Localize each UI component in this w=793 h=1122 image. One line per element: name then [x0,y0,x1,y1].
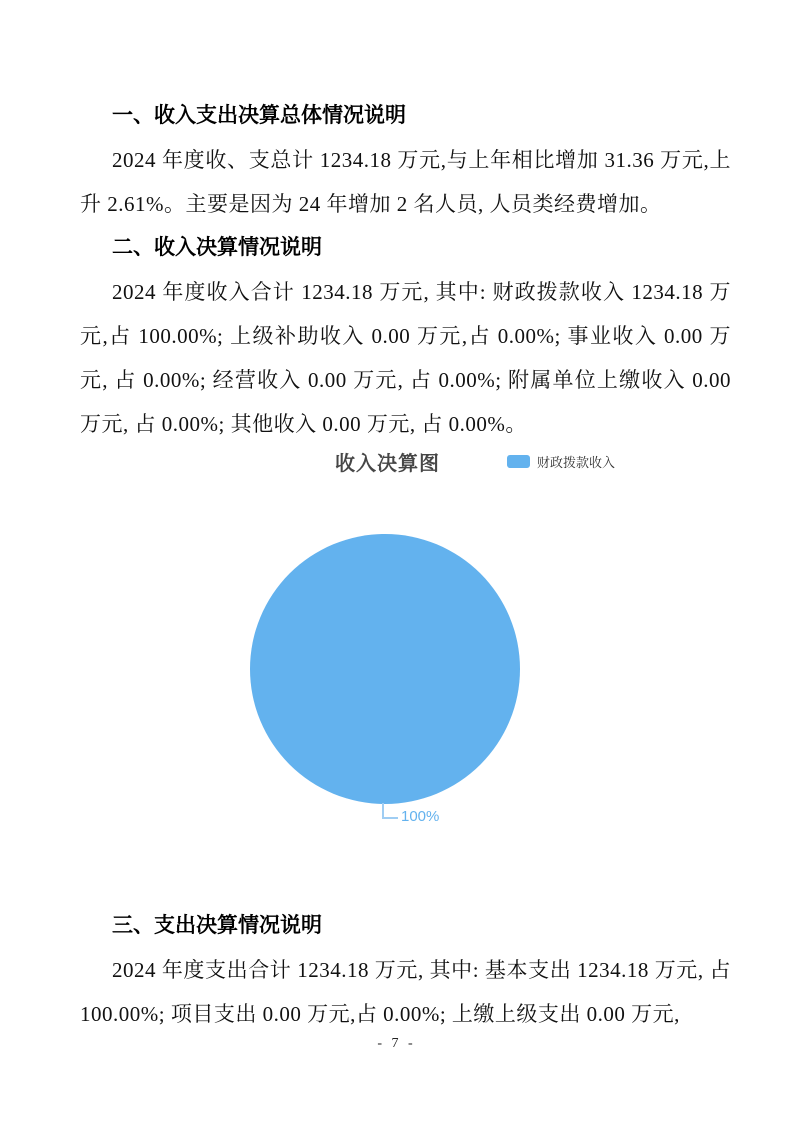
pie-percent-label: 100% [401,808,440,825]
document-content [80,94,731,1036]
section-heading-overall: 一、收入支出决算总体情况说明 [112,104,406,127]
legend-swatch-icon [507,455,530,468]
pie-slice-fiscal-allocation [250,534,520,804]
section-paragraph-expenditure: 2024 年度支出合计 1234.18 万元, 其中: 基本支出 1234.18 万元, 占 100.00%; 项目支出 0.00 万元,占 0.00%; 上缴上级支出 0.00 万元, [80,958,731,1026]
section-paragraph-income: 2024 年度收入合计 1234.18 万元, 其中: 财政拨款收入 1234.18 万元,占 100.00%; 上级补助收入 0.00 万元,占 0.00%; 事业收入 0.00 万元, 占 0.00%; 经营收入 0.00 万元, 占 0.00%; 附属单位上缴收入 0.00 万元, 占 0.00%; 其他收入 0.00 万元, 占 0.00%。 [80,280,731,436]
pie-label-leader-line-horizontal [382,817,398,819]
page-number: - 7 - [377,1036,416,1051]
legend-item [507,452,615,471]
chart-title: 收入决算图 [335,453,440,475]
income-pie-chart [80,446,731,904]
legend-label: 财政拨款收入 [537,455,616,470]
section-heading-expenditure: 三、支出决算情况说明 [112,914,322,937]
section-heading-income: 二、收入决算情况说明 [112,236,322,259]
section-paragraph-overall: 2024 年度收、支总计 1234.18 万元,与上年相比增加 31.36 万元,上升 2.61%。主要是因为 24 年增加 2 名人员, 人员类经费增加。 [80,148,731,216]
